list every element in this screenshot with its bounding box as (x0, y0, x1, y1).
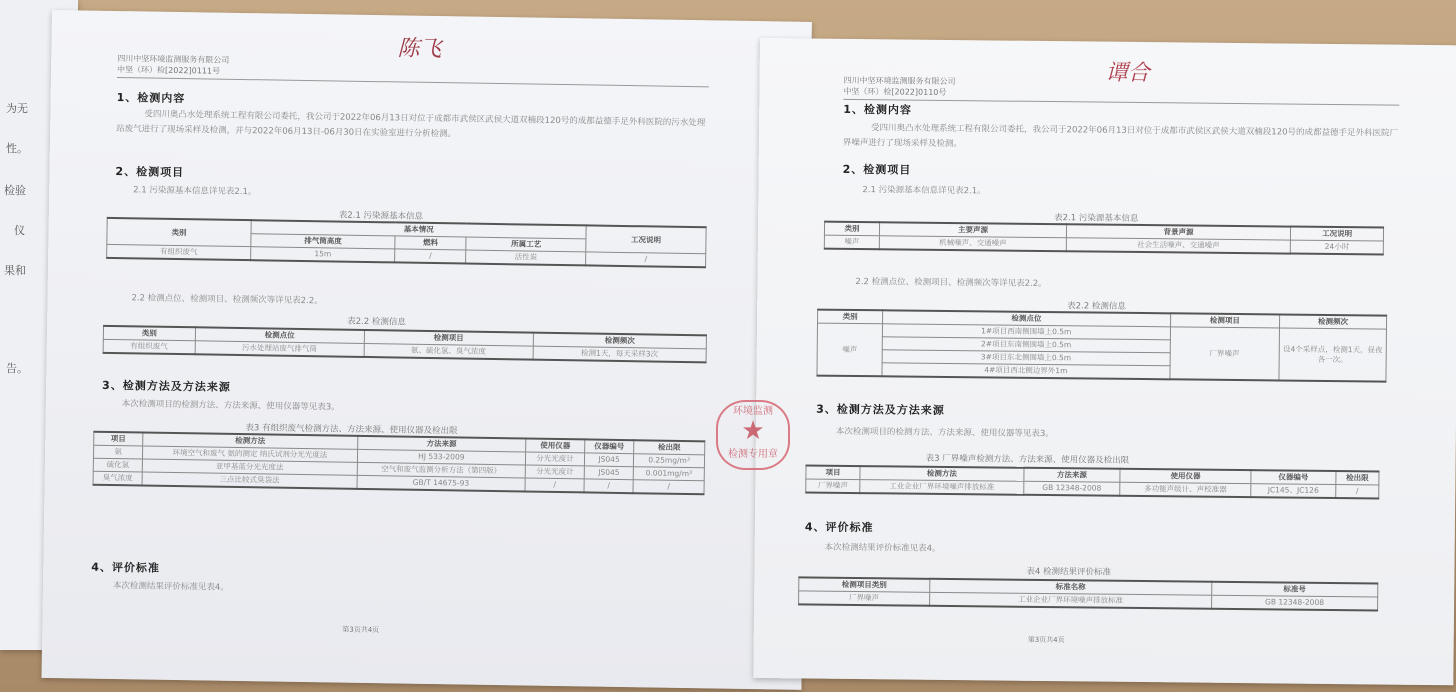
table-caption: 表3 有组织废气检测方法、方法来源、使用仪器及检出限 (245, 423, 458, 437)
th: 检测项目类别 (799, 577, 930, 592)
report-number: 中坚（环）检[2022]0111号 (117, 65, 221, 76)
section-text: 2.1 污染源基本信息详见表2.1。 (133, 185, 257, 198)
th: 工况说明 (586, 225, 706, 253)
th: 所属工艺 (466, 237, 586, 252)
table-3 (93, 431, 706, 496)
th: 主要声源 (880, 222, 1067, 237)
th: 类别 (824, 222, 879, 236)
cell: JC145、JC126 (1251, 484, 1336, 498)
th: 标准名称 (930, 579, 1212, 595)
cell: 噪声 (824, 235, 879, 249)
th: 使用仪器 (526, 438, 585, 452)
cell: 15m (251, 247, 395, 263)
stamp-text: 检测专用章 (728, 449, 778, 460)
th: 类别 (818, 310, 883, 324)
cell: / (586, 252, 706, 267)
section-text: 受四川奥凸水处理系统工程有限公司委托，我公司于2022年06月13日对位于成都市武侯区武侯大道双楠段120号的成都益德手足外科医院厂界噪声进行了现场采样及检测。 (842, 123, 1399, 150)
cell: GB 12348-2008 (1211, 595, 1377, 610)
cell: GB/T 14675-93 (357, 475, 526, 491)
cell: / (525, 478, 584, 492)
cell: 厂界噪声 (806, 479, 860, 493)
cell: 活性炭 (466, 250, 586, 265)
table-2-1 (106, 217, 707, 268)
th: 背景声源 (1066, 224, 1290, 240)
cell: 噪声 (817, 323, 883, 376)
section-text: 本次检测项目的检测方法、方法来源、使用仪器等见表3。 (121, 399, 340, 413)
cell: 亚甲基蓝分光光度法 (142, 459, 357, 475)
th: 检测点位 (195, 327, 364, 343)
company-name: 四川中坚环境监测服务有限公司 (117, 54, 230, 65)
cell: / (395, 249, 466, 264)
cell: 检测1天，每天采样3次 (533, 346, 706, 362)
edge-text: 果和 (4, 264, 26, 277)
cell: 24小时 (1291, 240, 1384, 254)
th: 项目 (94, 432, 143, 446)
cell: 0.25mg/m³ (634, 454, 705, 468)
cell: 多功能声级计、声校准器 (1120, 482, 1251, 497)
th: 检出限 (1336, 471, 1379, 485)
cell: 工业企业厂界环境噪声排放标准 (929, 592, 1211, 608)
th: 使用仪器 (1120, 469, 1251, 484)
stamp-text: 环境监测 (733, 406, 773, 417)
th: 标准号 (1212, 582, 1378, 597)
stamp-star-icon: ★ (741, 416, 765, 446)
right-page (753, 38, 1456, 685)
section-title: 4、评价标准 (91, 560, 161, 575)
cell: JS045 (584, 453, 633, 467)
section-title: 2、检测项目 (842, 162, 912, 177)
cell: 厂界噪声 (799, 591, 930, 606)
cell: 0.001mg/m³ (633, 467, 704, 481)
cell: 环境空气和废气 氨的测定 纳氏试剂分光光度法 (143, 446, 358, 462)
edge-text: 检验 (4, 184, 26, 197)
section-title: 3、检测方法及方法来源 (816, 402, 945, 417)
table-caption: 表2.1 污染源基本信息 (338, 210, 424, 222)
table-4 (798, 576, 1378, 611)
signature: 谭合 (1105, 60, 1150, 87)
section-text: 2.2 检测点位、检测项目、检测频次等详见表2.2。 (131, 293, 323, 307)
cell: 1#项目西南侧围墙上0.5m (882, 324, 1170, 340)
section-title: 3、检测方法及方法来源 (102, 378, 231, 394)
table-2-2 (816, 309, 1387, 383)
section-text: 2.1 污染源基本信息详见表2.1。 (862, 185, 986, 197)
page-footer: 第3页共4页 (342, 625, 380, 635)
header-rule (843, 99, 1399, 106)
cell: JS045 (584, 466, 633, 480)
th: 检测点位 (883, 310, 1171, 327)
th: 方法来源 (1024, 468, 1121, 483)
table-caption: 表2.2 检测信息 (347, 316, 406, 328)
cell: 氨、硫化氢、臭气浓度 (364, 343, 533, 359)
cell: 分光光度计 (525, 452, 584, 466)
signature: 陈飞 (397, 36, 442, 63)
header-rule (117, 77, 709, 87)
cell: 有组织废气 (107, 244, 251, 260)
edge-text: 告。 (6, 362, 28, 375)
official-stamp (716, 400, 790, 470)
th: 燃料 (395, 236, 466, 250)
section-title: 1、检测内容 (116, 91, 186, 106)
section-title: 2、检测项目 (115, 165, 185, 180)
cell: GB 12348-2008 (1023, 481, 1120, 496)
th: 仪器编号 (585, 439, 634, 453)
cell: / (633, 480, 704, 495)
cell: 机械噪声、交通噪声 (879, 236, 1066, 251)
cell: 空气和废气监测分析方法（第四版） (357, 462, 526, 478)
th: 类别 (107, 218, 251, 247)
cell: 氨 (93, 445, 142, 459)
table-2-2 (103, 325, 707, 363)
th: 排气筒高度 (251, 234, 395, 249)
cell: 2#项目东南侧围墙上0.5m (882, 337, 1170, 353)
cell: 硫化氢 (93, 458, 142, 472)
section-text: 本次检测项目的检测方法、方法来源、使用仪器等见表3。 (835, 426, 1054, 440)
edge-text: 为无 (6, 102, 28, 115)
th: 检测频次 (1279, 314, 1386, 329)
cell: 3#项目东北侧围墙上0.5m (882, 350, 1170, 366)
cell: 污水处理站废气排气筒 (195, 341, 364, 357)
th: 检出限 (634, 440, 705, 455)
th: 项目 (806, 466, 860, 480)
th: 方法来源 (357, 436, 526, 452)
section-text: 本次检测结果评价标准见表4。 (824, 542, 941, 554)
cell: 臭气浓度 (93, 471, 142, 485)
left-page (42, 10, 812, 690)
th: 检测方法 (143, 432, 358, 449)
th: 检测项目 (364, 330, 533, 346)
cell: / (584, 479, 633, 493)
section-text: 受四川奥凸水处理系统工程有限公司委托，我公司于2022年06月13日对位于成都市武侯区武侯大道双楠段120号的成都益德手足外科医院的污水处理站废气进行了现场采样及检测，并与2022年06月13日-06月30日在实验室进行分析检测。 (116, 109, 706, 140)
company-name: 四川中坚环境监测服务有限公司 (843, 75, 956, 87)
table-caption: 表2.1 污染源基本信息 (1054, 213, 1139, 224)
cell: 分光光度计 (525, 465, 584, 479)
cell: 有组织废气 (103, 339, 195, 354)
section-title: 4、评价标准 (804, 520, 874, 535)
th: 工况说明 (1291, 227, 1384, 241)
edge-text: 性。 (6, 142, 28, 155)
cell: / (1336, 485, 1379, 499)
table-2-1 (824, 221, 1384, 256)
cell: 三点比较式臭袋法 (142, 472, 357, 489)
table-caption: 表4 检测结果评价标准 (1026, 566, 1112, 578)
section-text: 2.2 检测点位、检测项目、检测频次等详见表2.2。 (855, 277, 1047, 290)
cell: 4#项目西北侧边界外1m (882, 363, 1170, 380)
th: 检测项目 (1170, 313, 1280, 328)
cell: HJ 533-2009 (357, 449, 526, 465)
section-text: 本次检测结果评价标准见表4。 (112, 581, 229, 593)
th: 检测频次 (533, 333, 706, 349)
th: 基本情况 (251, 220, 586, 239)
cell: 设4个采样点，检测1天，昼夜各一次。 (1279, 328, 1387, 382)
cell: 厂界噪声 (1170, 327, 1280, 381)
section-title: 1、检测内容 (843, 102, 912, 117)
cell: 社会生活噪声、交通噪声 (1066, 238, 1290, 254)
th: 类别 (103, 326, 195, 341)
table-caption: 表2.2 检测信息 (1067, 301, 1126, 312)
th: 检测方法 (860, 466, 1024, 481)
cell: 工业企业厂界环境噪声排放标准 (860, 480, 1024, 495)
page-footer: 第3页共4页 (1027, 635, 1065, 645)
edge-text: 仪 (14, 224, 25, 237)
table-3 (805, 465, 1379, 500)
th: 仪器编号 (1251, 470, 1336, 484)
table-caption: 表3 厂界噪声检测方法、方法来源、使用仪器及检出限 (925, 453, 1130, 466)
report-number: 中坚（环）检[2022]0110号 (843, 86, 947, 97)
